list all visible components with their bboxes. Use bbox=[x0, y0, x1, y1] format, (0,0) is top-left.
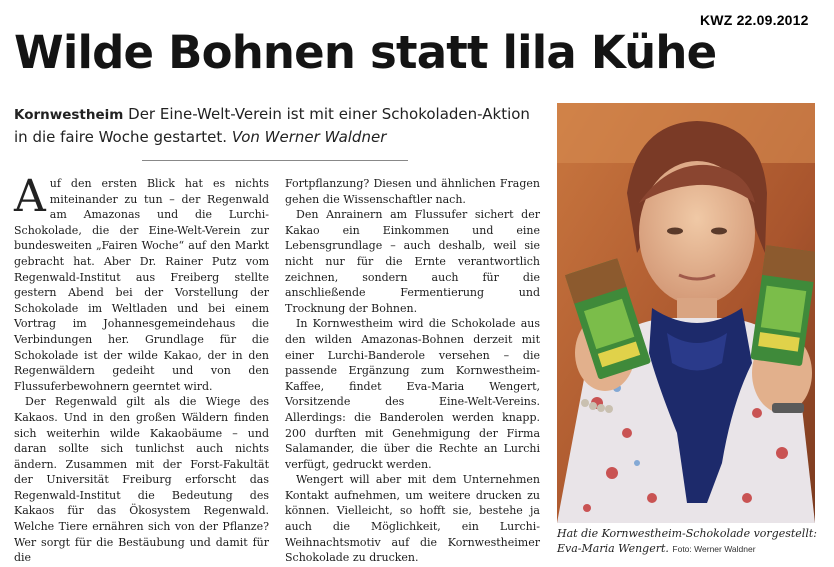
paragraph: Der Regenwald gilt als die Wiege des Kakaos. Und in den großen Wäldern finden sich weiterhin wilde Kakaobäume – und daran sollte sich tunlichst auch nichts ändern. Zusammen mit der Forst-Fakultät der Universität Freiburg erforscht das Regenwald-Institut die Bedeutung des Kakaos für das Ökosystem Regenwald. Welche Tiere ernähren sich von der Pflanze? Wer sorgt für die Bestäubung und damit für die bbox=[14, 395, 269, 565]
paragraph: In Kornwestheim wird die Schokolade aus den wilden Amazonas-Bohnen derzeit mit einer Lurchi-Banderole versehen – die passende Ergänzung zum Kornwestheim-Kaffee, findet Eva-Maria Wengert, Vorsitzende des Eine-Welt-Vereins. Allerdings: die Banderolen werden knapp. 200 durften mit Genehmigung der Firma Salamander, die über die Rechte an Lurchi verfügt, gedruckt werden. bbox=[285, 317, 540, 471]
portrait-photo bbox=[557, 103, 815, 523]
caption-text: Hat die Kornwestheim-Schokolade vorgestellt: Eva-Maria Wengert. bbox=[557, 527, 817, 555]
source-tag: KWZ 22.09.2012 bbox=[700, 12, 809, 28]
paragraph-text: uf den ersten Blick hat es nichts miteinander zu tun – der Regenwald am Amazonas und die Lurchi-Schokolade, die der Eine-Welt-Verein zur bundesweiten „Fairen Woche“ auf den Markt gebracht hat. Aber Dr. Rainer Putz vom Regenwald-Institut aus Freiberg stellte gestern Abend bei der Vorstellung der Schokolade im Weltladen und bei einem Vortrag im Johannesgemeindehaus die Verbindungen her. Grundlage für die Schokolade ist der wilde Kakao, der in den Regenwäldern gedeiht und von den Flussuferbewohnern geerntet wird. bbox=[14, 177, 269, 393]
headline: Wilde Bohnen statt lila Kühe bbox=[14, 26, 717, 79]
divider-rule bbox=[142, 160, 408, 161]
dateline: Kornwestheim bbox=[14, 107, 124, 123]
photo-caption bbox=[557, 526, 819, 557]
lead-text: Der Eine-Welt-Verein ist mit einer Schokoladen-Aktion in die faire Woche gestartet. bbox=[14, 105, 530, 146]
photo-credit: Foto: Werner Waldner bbox=[672, 544, 756, 554]
paragraph: Den Anrainern am Flussufer sichert der Kakao ein Einkommen und eine Lebensgrundlage – auch deshalb, weil sie nicht nur für die Ernte verantwortlich zeichnen, sondern auch für die anschließende Fermentierung und Trocknung der Bohnen. bbox=[285, 208, 540, 315]
paragraph bbox=[14, 171, 269, 394]
byline: Von Werner Waldner bbox=[231, 128, 387, 146]
paragraph: Fortpflanzung? Diesen und ähnlichen Fragen gehen die Wissenschaftler nach. bbox=[285, 177, 540, 206]
drop-cap: A bbox=[14, 171, 46, 222]
article-column-1 bbox=[14, 171, 269, 566]
article-column-2 bbox=[285, 176, 540, 566]
lead-paragraph bbox=[14, 103, 539, 148]
paragraph: Wengert will aber mit dem Unternehmen Kontakt aufnehmen, um weitere drucken zu können. Vielleicht, so hofft sie, bestehe ja auch die Möglichkeit, ein Lurchi-Weihnachtsmotiv auf die Kornwestheimer Schokolade zu drucken. bbox=[285, 473, 540, 565]
